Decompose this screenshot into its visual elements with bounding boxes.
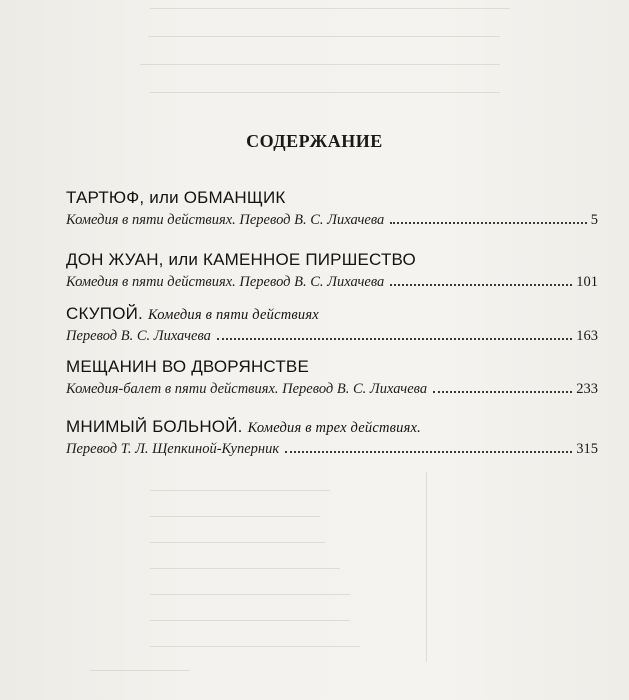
leader-dots (285, 451, 572, 453)
toc-entry-subtitle: Комедия в пяти действиях. Перевод В. С. Лихачева (66, 212, 385, 228)
toc-entry-subtitle: Комедия в пяти действиях. Перевод В. С. Лихачева (66, 274, 385, 290)
toc-entry-heading-line (66, 357, 598, 381)
toc-entry-subtitle: Комедия-балет в пяти действиях. Перевод В. С. Лихачева (66, 381, 428, 397)
page-title: СОДЕРЖАНИЕ (246, 131, 383, 151)
toc-entry-subtitle-line (66, 274, 598, 296)
toc-entry-heading-line (66, 417, 598, 441)
toc-entry-subtitle: Перевод В. С. Лихачева (66, 328, 211, 344)
toc-entry-heading-line (66, 188, 598, 212)
toc-entry-heading: СКУПОЙ. (66, 304, 143, 323)
show-through-bleed (426, 472, 427, 662)
toc-entry-subtitle-line (66, 381, 598, 403)
leader-dots (433, 391, 572, 393)
show-through-bleed (140, 64, 500, 65)
show-through-bleed (150, 646, 360, 647)
toc-entry-subtitle-line (66, 212, 598, 234)
show-through-bleed (150, 542, 325, 543)
toc-entry-heading-line (66, 304, 598, 328)
toc-entry (66, 188, 598, 234)
toc-entry-heading: ТАРТЮФ, или ОБМАНЩИК (66, 188, 286, 207)
toc-entry (66, 357, 598, 403)
toc-entry-subtitle-line (66, 328, 598, 350)
show-through-bleed (150, 620, 350, 621)
toc-entry-heading-tail: Комедия в пяти действиях (147, 307, 319, 323)
toc-entry-page-number: 163 (576, 328, 598, 344)
show-through-bleed (150, 568, 340, 569)
leader-dots (217, 338, 572, 340)
show-through-bleed (150, 8, 510, 9)
toc-entry (66, 250, 598, 296)
toc-entry-subtitle-line (66, 441, 598, 463)
show-through-bleed (150, 92, 500, 93)
show-through-bleed (148, 36, 500, 37)
toc-entry-heading-tail: Комедия в трех действиях. (247, 420, 422, 436)
toc-entry-heading: МНИМЫЙ БОЛЬНОЙ. (66, 417, 243, 436)
show-through-bleed (150, 594, 350, 595)
toc-entry (66, 304, 598, 350)
toc-entry-heading: МЕЩАНИН ВО ДВОРЯНСТВЕ (66, 357, 309, 376)
toc-entry (66, 417, 598, 463)
leader-dots (390, 284, 572, 286)
toc-entry-page-number: 233 (576, 381, 598, 397)
toc-entry-heading-line (66, 250, 598, 274)
toc-entry-page-number: 101 (576, 274, 598, 290)
toc-entry-heading: ДОН ЖУАН, или КАМЕННОЕ ПИРШЕСТВО (66, 250, 416, 269)
show-through-bleed (90, 670, 190, 671)
toc-entry-page-number: 315 (576, 441, 598, 457)
toc-entry-page-number: 5 (590, 212, 598, 228)
toc-entry-subtitle: Перевод Т. Л. Щепкиной-Куперник (66, 441, 280, 457)
show-through-bleed (150, 516, 320, 517)
leader-dots (390, 222, 586, 224)
show-through-bleed (150, 490, 330, 491)
